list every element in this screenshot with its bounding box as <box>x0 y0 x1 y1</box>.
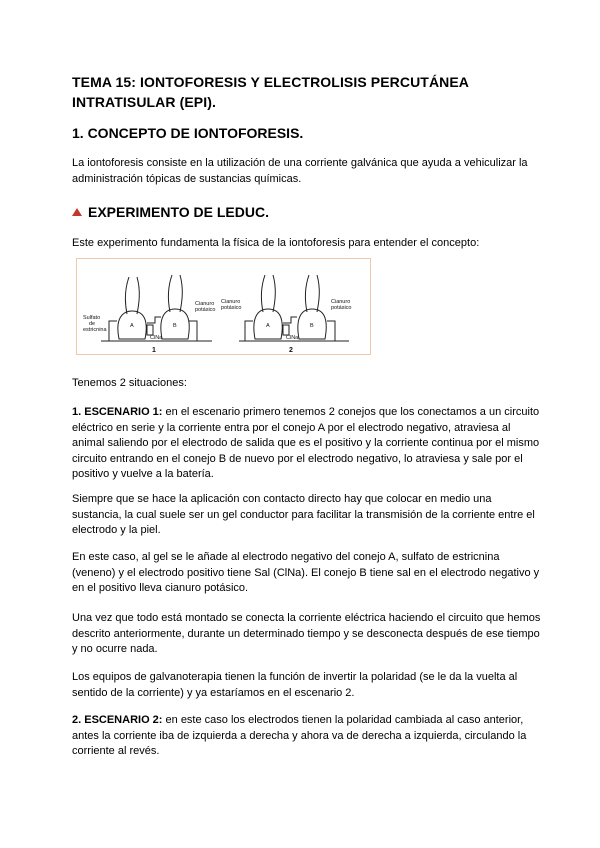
rabbit-b-ear-2 <box>180 275 182 312</box>
paragraph-scenario-2 <box>72 713 542 760</box>
section-heading-experimento <box>72 203 269 221</box>
wire-middle-1 <box>147 317 161 323</box>
paragraph-situations: Tenemos 2 situaciones: <box>72 377 187 389</box>
wire-left-1 <box>109 321 117 341</box>
paragraph-gel: Siempre que se hace la aplicación con contacto directo hay que colocar en medio una sustancia, la cual suele ser un gel conductor para facilitar la transmisión de la corriente entre el electrodo y la piel. <box>72 493 535 536</box>
paragraph-scenario-1 <box>72 405 542 483</box>
electrode-1 <box>147 325 153 335</box>
rabbit-a-ear-2 <box>137 277 139 314</box>
wire-right-2 <box>327 321 335 341</box>
p1-salt: ClNa <box>150 335 163 341</box>
leduc-experiment-figure <box>76 258 371 355</box>
triangle-up-icon <box>72 208 82 216</box>
p2-rabbit-a: A <box>266 323 270 329</box>
scenario-2-text: en este caso los electrodos tienen la polaridad cambiada al caso anterior, antes la corriente iba de izquierda a derecha y ahora va de derecha a izquierda, circulando la corriente al revés. <box>72 714 527 757</box>
p1-left-label-2: de <box>89 321 96 327</box>
p1-left-label-1: Sulfato <box>83 315 101 321</box>
p2-right-label-2: potásico <box>221 305 242 311</box>
rabbit-b-ear-1 <box>168 275 172 312</box>
paragraph-equipment: Los equipos de galvanoterapia tienen la función de invertir la polaridad (se le da la vuelta al sentido de la corriente) y ya estaríamos en el escenario 2. <box>72 671 518 699</box>
paragraph-concepto: La iontoforesis consiste en la utilización de una corriente galvánica que ayuda a vehiculizar la administración tópicas de sustancias químicas. <box>72 157 528 185</box>
p1-rabbit-a: A <box>130 323 134 329</box>
panel-number-2: 2 <box>289 347 293 354</box>
scenario-1-label: 1. ESCENARIO 1: <box>72 406 163 418</box>
wire-left-2 <box>245 321 253 341</box>
wire-middle-2 <box>283 317 297 323</box>
paragraph-case: En este caso, al gel se le añade al electrodo negativo del conejo A, sulfato de estricnina (veneno) y el electrodo positivo tiene Sal (ClNa). El conejo B tiene sal en el electrodo negativo y en el positivo lleva cianuro potásico. <box>72 551 540 594</box>
p2-right-label-2b: potásico <box>331 305 352 311</box>
rabbit-a2-ear-1 <box>261 275 265 312</box>
rabbit-a-ear-1 <box>125 277 129 314</box>
section-heading-concepto: 1. CONCEPTO DE IONTOFORESIS. <box>72 125 304 141</box>
leduc-diagram <box>77 259 370 354</box>
p2-salt: ClNa <box>286 335 299 341</box>
electrode-2 <box>283 325 289 335</box>
p1-right-label-2: potásico <box>195 307 216 313</box>
paragraph-mounted: Una vez que todo está montado se conecta la corriente eléctrica haciendo el circuito que hemos descrito anteriormente, durante un determinado tiempo y se desconecta después de ese tiempo y no ocurre nada. <box>72 612 541 655</box>
p2-rabbit-b: B <box>310 323 314 329</box>
scenario-2-label: 2. ESCENARIO 2: <box>72 714 163 726</box>
heading-experimento-text: EXPERIMENTO DE LEDUC. <box>88 204 269 220</box>
p1-left-label-3: estricnina <box>83 327 107 333</box>
scenario-1-text: en el escenario primero tenemos 2 conejos que los conectamos a un circuito eléctrico en serie y la corriente entra por el conejo A por el electrodo negativo, atraviesa al animal saliendo por el electrodo de salida que es el positivo y la corriente continua por el mismo circuito entrando en el conejo B de nuevo por el electrodo negativo, lo atraviesa y sale por el positivo y vuelve a la batería. <box>72 406 540 480</box>
rabbit-b2-ear-1 <box>305 275 309 312</box>
p1-right-label-1: Cianuro <box>195 301 215 307</box>
rabbit-b2-ear-2 <box>317 275 319 312</box>
p2-right-label-1: Cianuro <box>221 299 241 305</box>
wire-right-1 <box>189 321 197 341</box>
document-title: TEMA 15: IONTOFORESIS Y ELECTROLISIS PERCUTÁNEA INTRATISULAR (EPI). <box>72 74 469 110</box>
p2-right-label-1b: Cianuro <box>331 299 351 305</box>
rabbit-a2-ear-2 <box>273 275 275 312</box>
paragraph-experimento-intro: Este experimento fundamenta la física de la iontoforesis para entender el concepto: <box>72 237 480 249</box>
p1-rabbit-b: B <box>173 323 177 329</box>
panel-number-1: 1 <box>152 347 156 354</box>
